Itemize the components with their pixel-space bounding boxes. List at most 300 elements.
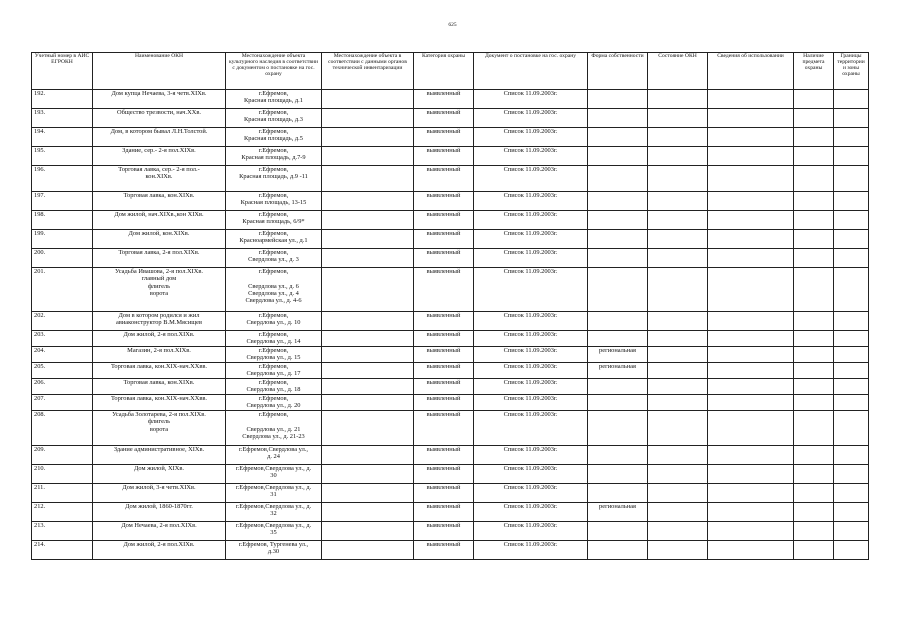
column-header: Наличие предмета охраны	[794, 53, 834, 90]
heritage-register-table	[31, 52, 869, 560]
usage-cell	[708, 522, 794, 541]
tech-location-cell	[322, 363, 414, 379]
boundaries-cell	[834, 411, 869, 446]
row-number-text: 194.	[34, 128, 46, 135]
condition-cell	[648, 147, 708, 166]
location-cell	[226, 109, 322, 128]
category-text: выявленный	[426, 347, 461, 354]
category-cell	[414, 395, 474, 411]
table-row	[32, 147, 869, 166]
object-name-text: Торговая лавка, сер.- 2-я пол.- кон.XIXв.	[118, 166, 200, 181]
document-cell	[474, 541, 588, 560]
condition-cell	[648, 347, 708, 363]
location-cell	[226, 411, 322, 446]
usage-cell	[708, 331, 794, 347]
location-text: г.Ефремов, Красная площадь, д.1	[244, 90, 303, 105]
category-cell	[414, 484, 474, 503]
usage-cell	[708, 363, 794, 379]
condition-cell	[648, 109, 708, 128]
category-cell	[414, 90, 474, 109]
object-name-text: Здание, сер.- 2-я пол.XIXв.	[122, 147, 196, 154]
category-text: выявленный	[426, 90, 461, 97]
table-body	[32, 90, 869, 560]
document-cell	[474, 249, 588, 268]
boundaries-cell	[834, 446, 869, 465]
tech-location-cell	[322, 166, 414, 192]
condition-cell	[648, 166, 708, 192]
condition-cell	[648, 522, 708, 541]
category-cell	[414, 166, 474, 192]
protection-subject-cell	[794, 128, 834, 147]
usage-cell	[708, 379, 794, 395]
tech-location-cell	[322, 411, 414, 446]
object-name-text: Торговая лавка, кон.XIXв.	[123, 379, 195, 386]
row-number-cell	[32, 211, 93, 230]
tech-location-cell	[322, 192, 414, 211]
document-text: Список 11.09.2003г.	[503, 379, 558, 386]
protection-subject-cell	[794, 503, 834, 522]
document-cell	[474, 484, 588, 503]
row-number-cell	[32, 484, 93, 503]
location-text: г.Ефремов, Красная площадь, д.9 -11	[239, 166, 308, 181]
document-cell	[474, 211, 588, 230]
usage-cell	[708, 128, 794, 147]
condition-cell	[648, 503, 708, 522]
document-text: Список 11.09.2003г.	[503, 363, 558, 370]
condition-cell	[648, 541, 708, 560]
object-name-cell	[93, 192, 226, 211]
object-name-text: Дом жилой, кон.XIXв.	[128, 230, 190, 237]
tech-location-cell	[322, 395, 414, 411]
boundaries-cell	[834, 379, 869, 395]
tech-location-cell	[322, 312, 414, 331]
location-cell	[226, 541, 322, 560]
row-number-cell	[32, 446, 93, 465]
protection-subject-cell	[794, 166, 834, 192]
ownership-cell	[588, 109, 648, 128]
category-text: выявленный	[426, 446, 461, 453]
document-cell	[474, 411, 588, 446]
document-cell	[474, 147, 588, 166]
boundaries-cell	[834, 230, 869, 249]
document-text: Список 11.09.2003г.	[503, 465, 558, 472]
column-header: Наименование ОКН	[93, 53, 226, 90]
category-text: выявленный	[426, 541, 461, 548]
document-text: Список 11.09.2003г.	[503, 147, 558, 154]
object-name-cell	[93, 268, 226, 312]
document-text: Список 11.09.2003г.	[503, 268, 558, 275]
document-cell	[474, 379, 588, 395]
location-cell	[226, 465, 322, 484]
object-name-cell	[93, 230, 226, 249]
protection-subject-cell	[794, 484, 834, 503]
object-name-text: Общество трезвости, нач.XXв.	[117, 109, 201, 116]
object-name-cell	[93, 465, 226, 484]
row-number-text: 197.	[34, 192, 46, 199]
tech-location-cell	[322, 249, 414, 268]
document-cell	[474, 503, 588, 522]
category-cell	[414, 331, 474, 347]
row-number-cell	[32, 147, 93, 166]
boundaries-cell	[834, 503, 869, 522]
tech-location-cell	[322, 128, 414, 147]
ownership-cell	[588, 312, 648, 331]
location-cell	[226, 522, 322, 541]
table-row	[32, 503, 869, 522]
row-number-text: 199.	[34, 230, 46, 237]
location-text: г.Ефремов, Свердлова ул., д. 14	[246, 331, 301, 346]
ownership-text: региональная	[599, 503, 636, 510]
usage-cell	[708, 484, 794, 503]
location-cell	[226, 166, 322, 192]
table-row	[32, 331, 869, 347]
protection-subject-cell	[794, 211, 834, 230]
row-number-cell	[32, 541, 93, 560]
location-cell	[226, 249, 322, 268]
column-header: Документ о постановке на гос. охрану	[474, 53, 588, 90]
row-number-text: 210.	[34, 465, 46, 472]
row-number-cell	[32, 522, 93, 541]
table-row	[32, 465, 869, 484]
category-cell	[414, 211, 474, 230]
document-text: Список 11.09.2003г.	[503, 109, 558, 116]
boundaries-cell	[834, 465, 869, 484]
tech-location-cell	[322, 90, 414, 109]
object-name-cell	[93, 128, 226, 147]
row-number-cell	[32, 503, 93, 522]
condition-cell	[648, 395, 708, 411]
object-name-cell	[93, 211, 226, 230]
document-cell	[474, 312, 588, 331]
object-name-cell	[93, 446, 226, 465]
location-cell	[226, 347, 322, 363]
object-name-cell	[93, 109, 226, 128]
location-cell	[226, 331, 322, 347]
protection-subject-cell	[794, 395, 834, 411]
boundaries-cell	[834, 192, 869, 211]
protection-subject-cell	[794, 379, 834, 395]
location-text: г.Ефремов, Красная площадь, д.3	[244, 109, 303, 124]
location-text: г.Ефремов, Свердлова ул., д. 20	[246, 395, 301, 410]
table-row	[32, 484, 869, 503]
table-row	[32, 395, 869, 411]
object-name-cell	[93, 249, 226, 268]
table-row	[32, 166, 869, 192]
tech-location-cell	[322, 484, 414, 503]
location-text: г.Ефремов,Свердлова ул., д. 32	[235, 503, 312, 518]
table-row	[32, 90, 869, 109]
object-name-text: Здание административное, XIXв.	[113, 446, 205, 453]
location-cell	[226, 128, 322, 147]
ownership-cell	[588, 503, 648, 522]
ownership-text: региональная	[599, 347, 636, 354]
location-text: г.Ефремов, Свердлова ул., д. 6 Свердлова ул., д. 4 Свердлова ул., д. 4-6	[245, 268, 302, 305]
document-text: Список 11.09.2003г.	[503, 128, 558, 135]
category-text: выявленный	[426, 211, 461, 218]
ownership-cell	[588, 230, 648, 249]
protection-subject-cell	[794, 331, 834, 347]
object-name-text: Дом жилой, XIXв.	[134, 465, 184, 472]
table-row	[32, 312, 869, 331]
tech-location-cell	[322, 465, 414, 484]
row-number-text: 208.	[34, 411, 46, 418]
column-header: Категория охраны	[414, 53, 474, 90]
row-number-text: 203.	[34, 331, 46, 338]
ownership-cell	[588, 363, 648, 379]
category-cell	[414, 128, 474, 147]
usage-cell	[708, 503, 794, 522]
location-cell	[226, 147, 322, 166]
row-number-cell	[32, 109, 93, 128]
document-text: Список 11.09.2003г.	[503, 484, 558, 491]
object-name-text: Дом Нечаева, 2-я пол.XIXв.	[121, 522, 197, 529]
row-number-cell	[32, 312, 93, 331]
protection-subject-cell	[794, 147, 834, 166]
tech-location-cell	[322, 347, 414, 363]
document-text: Список 11.09.2003г.	[503, 331, 558, 338]
document-cell	[474, 446, 588, 465]
usage-cell	[708, 147, 794, 166]
document-text: Список 11.09.2003г.	[503, 249, 558, 256]
document-cell	[474, 465, 588, 484]
object-name-text: Дом жилой, 1860-1870гг.	[125, 503, 193, 510]
document-cell	[474, 268, 588, 312]
document-text: Список 11.09.2003г.	[503, 395, 558, 402]
object-name-text: Торговая лавка, кон.XIX-нач.XXвв.	[110, 395, 207, 402]
object-name-text: Торговая лавка, кон.XIX-нач.XXвв.	[110, 363, 207, 370]
object-name-cell	[93, 363, 226, 379]
category-cell	[414, 268, 474, 312]
location-text: г.Ефремов, Красная площадь, 13-15	[240, 192, 307, 207]
row-number-text: 212.	[34, 503, 46, 510]
location-text: г.Ефремов,Свердлова ул., д. 24	[239, 446, 308, 461]
row-number-cell	[32, 395, 93, 411]
tech-location-cell	[322, 268, 414, 312]
row-number-text: 209.	[34, 446, 46, 453]
usage-cell	[708, 347, 794, 363]
object-name-cell	[93, 395, 226, 411]
ownership-cell	[588, 147, 648, 166]
row-number-text: 213.	[34, 522, 46, 529]
location-text: г.Ефремов, Красная площадь, 6/9*	[242, 211, 305, 226]
ownership-cell	[588, 522, 648, 541]
category-text: выявленный	[426, 363, 461, 370]
table-row	[32, 211, 869, 230]
category-text: выявленный	[426, 166, 461, 173]
condition-cell	[648, 446, 708, 465]
row-number-text: 206.	[34, 379, 46, 386]
document-cell	[474, 331, 588, 347]
location-cell	[226, 503, 322, 522]
category-text: выявленный	[426, 503, 461, 510]
location-text: г.Ефремов, Красная площадь, д.5	[244, 128, 303, 143]
object-name-cell	[93, 166, 226, 192]
object-name-text: Дом жилой, нач.XIXв.,кон XIXв.	[114, 211, 204, 218]
ownership-cell	[588, 465, 648, 484]
category-text: выявленный	[426, 147, 461, 154]
category-text: выявленный	[426, 411, 461, 418]
location-cell	[226, 211, 322, 230]
boundaries-cell	[834, 90, 869, 109]
category-text: выявленный	[426, 128, 461, 135]
usage-cell	[708, 446, 794, 465]
category-cell	[414, 541, 474, 560]
ownership-cell	[588, 541, 648, 560]
ownership-cell	[588, 347, 648, 363]
condition-cell	[648, 128, 708, 147]
category-cell	[414, 249, 474, 268]
location-cell	[226, 312, 322, 331]
table-row	[32, 411, 869, 446]
category-cell	[414, 363, 474, 379]
location-text: г.Ефремов, Свердлова ул., д. 3	[248, 249, 299, 264]
ownership-cell	[588, 90, 648, 109]
object-name-cell	[93, 522, 226, 541]
category-cell	[414, 312, 474, 331]
category-cell	[414, 411, 474, 446]
object-name-text: Торговая лавка, кон.XIXв.	[123, 192, 195, 199]
table-row	[32, 347, 869, 363]
location-text: г.Ефремов, Свердлова ул., д. 15	[246, 347, 301, 362]
protection-subject-cell	[794, 363, 834, 379]
row-number-cell	[32, 166, 93, 192]
location-cell	[226, 395, 322, 411]
condition-cell	[648, 379, 708, 395]
category-text: выявленный	[426, 192, 461, 199]
usage-cell	[708, 166, 794, 192]
boundaries-cell	[834, 395, 869, 411]
boundaries-cell	[834, 363, 869, 379]
document-cell	[474, 363, 588, 379]
usage-cell	[708, 268, 794, 312]
document-text: Список 11.09.2003г.	[503, 446, 558, 453]
category-text: выявленный	[426, 522, 461, 529]
boundaries-cell	[834, 128, 869, 147]
row-number-text: 211.	[34, 484, 45, 491]
object-name-text: Дом купца Нечаева, 3-я четв.XIXв.	[111, 90, 207, 97]
condition-cell	[648, 268, 708, 312]
tech-location-cell	[322, 541, 414, 560]
location-text: г.Ефремов,Свердлова ул., д. 35	[235, 522, 312, 537]
location-text: г.Ефремов, Свердлова ул., д. 10	[246, 312, 301, 327]
category-cell	[414, 503, 474, 522]
protection-subject-cell	[794, 312, 834, 331]
category-text: выявленный	[426, 465, 461, 472]
usage-cell	[708, 211, 794, 230]
object-name-cell	[93, 147, 226, 166]
ownership-text: региональная	[599, 363, 636, 370]
document-text: Список 11.09.2003г.	[503, 192, 558, 199]
object-name-cell	[93, 90, 226, 109]
condition-cell	[648, 484, 708, 503]
category-cell	[414, 379, 474, 395]
location-text: г.Ефремов, Свердлова ул., д. 21 Свердлова ул., д. 21-23	[242, 411, 305, 441]
ownership-cell	[588, 249, 648, 268]
boundaries-cell	[834, 109, 869, 128]
document-text: Список 11.09.2003г.	[503, 541, 558, 548]
category-text: выявленный	[426, 395, 461, 402]
boundaries-cell	[834, 522, 869, 541]
boundaries-cell	[834, 249, 869, 268]
row-number-text: 198.	[34, 211, 46, 218]
protection-subject-cell	[794, 347, 834, 363]
condition-cell	[648, 331, 708, 347]
category-text: выявленный	[426, 249, 461, 256]
object-name-text: Торговая лавка, 2-я пол.XIXв.	[118, 249, 200, 256]
ownership-cell	[588, 411, 648, 446]
row-number-text: 202.	[34, 312, 46, 319]
tech-location-cell	[322, 147, 414, 166]
location-cell	[226, 446, 322, 465]
category-cell	[414, 465, 474, 484]
location-text: г.Ефремов, Тургенева ул., д.30	[238, 541, 309, 556]
row-number-text: 201.	[34, 268, 46, 275]
row-number-cell	[32, 465, 93, 484]
condition-cell	[648, 211, 708, 230]
object-name-cell	[93, 312, 226, 331]
row-number-cell	[32, 379, 93, 395]
table-row	[32, 446, 869, 465]
ownership-cell	[588, 395, 648, 411]
protection-subject-cell	[794, 446, 834, 465]
table-row	[32, 249, 869, 268]
location-cell	[226, 192, 322, 211]
document-cell	[474, 522, 588, 541]
condition-cell	[648, 363, 708, 379]
ownership-cell	[588, 331, 648, 347]
location-cell	[226, 230, 322, 249]
ownership-cell	[588, 379, 648, 395]
protection-subject-cell	[794, 541, 834, 560]
document-text: Список 11.09.2003г.	[503, 166, 558, 173]
ownership-cell	[588, 128, 648, 147]
ownership-cell	[588, 446, 648, 465]
usage-cell	[708, 109, 794, 128]
category-text: выявленный	[426, 109, 461, 116]
protection-subject-cell	[794, 192, 834, 211]
document-cell	[474, 230, 588, 249]
document-cell	[474, 395, 588, 411]
condition-cell	[648, 312, 708, 331]
column-header: Учетный номер в АИС ЕГРОКН	[32, 53, 93, 90]
table-row	[32, 128, 869, 147]
document-text: Список 11.09.2003г.	[503, 230, 558, 237]
protection-subject-cell	[794, 522, 834, 541]
object-name-text: Дом жилой, 3-я четв.XIXв.	[122, 484, 196, 491]
category-text: выявленный	[426, 230, 461, 237]
ownership-cell	[588, 211, 648, 230]
table-row	[32, 109, 869, 128]
object-name-text: Дом жилой, 2-я пол.XIXв.	[123, 541, 195, 548]
document-cell	[474, 166, 588, 192]
column-header: Местонахождение объекта культурного наследия в соответствии с документом о постановке на гос. охрану	[226, 53, 322, 90]
row-number-text: 207.	[34, 395, 46, 402]
object-name-text: Усадьба Золотарева, 2-я пол.XIXв. флигель ворота	[112, 411, 206, 433]
row-number-text: 195.	[34, 147, 46, 154]
row-number-cell	[32, 192, 93, 211]
object-name-text: Усадьба Ивашова, 2-я пол.XIXв. главный дом флигель ворота	[115, 268, 203, 298]
row-number-cell	[32, 90, 93, 109]
protection-subject-cell	[794, 230, 834, 249]
table-row	[32, 230, 869, 249]
category-text: выявленный	[426, 312, 461, 319]
category-cell	[414, 230, 474, 249]
usage-cell	[708, 395, 794, 411]
category-cell	[414, 109, 474, 128]
condition-cell	[648, 465, 708, 484]
document-cell	[474, 128, 588, 147]
usage-cell	[708, 230, 794, 249]
